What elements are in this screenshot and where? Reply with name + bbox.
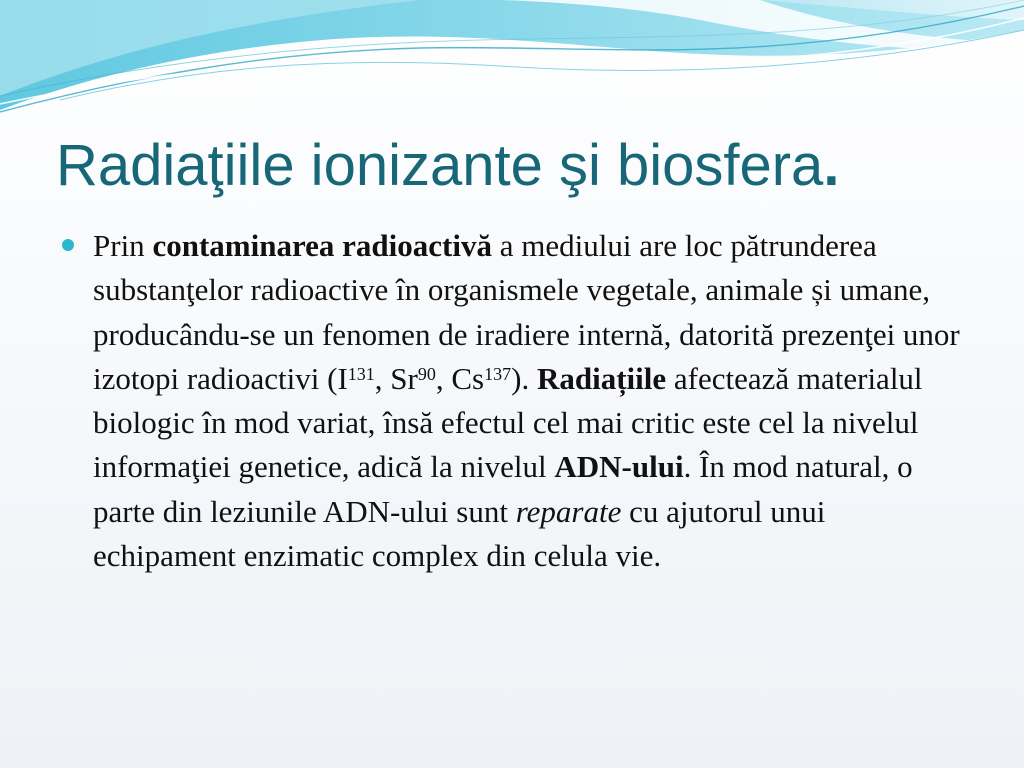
slide-content [62, 224, 962, 578]
title-period: . [823, 133, 840, 198]
text-run: cu ajutorul unui echipament enzimatic complex din celula vie. [93, 493, 826, 574]
text-run: ). [511, 360, 537, 396]
bullet-paragraph [62, 224, 962, 578]
text-run: . În mod natural, o parte din leziunile ADN-ului sunt [93, 449, 913, 529]
bullet-dot-icon [62, 239, 74, 251]
text-run: afectează materialul biologic în mod variat, însă efectul cel mai critic este cel la nivelul informaţiei genetice, adică la nivelul [93, 360, 923, 485]
isotope-superscript-cesium: 137 [484, 363, 512, 384]
text-run: , Sr [374, 360, 418, 396]
text-run: a mediului are loc pătrunderea substanţelor radioactive în organismele vegetale, animale și umane, producându-se un fenomen de iradiere internă, datorită prezenţei unor izotopi radioactivi (I [93, 228, 960, 396]
bold-term-adn: ADN-ului [554, 449, 684, 485]
wave-header-decoration [0, 0, 1024, 120]
italic-term-reparate: reparate [515, 493, 622, 529]
bold-term-contaminare: contaminarea radioactivă [152, 228, 492, 263]
isotope-superscript-strontium: 90 [417, 363, 436, 384]
slide-title [56, 128, 839, 204]
isotope-superscript-iodine: 131 [347, 363, 375, 384]
text-run: , Cs [435, 360, 485, 396]
bold-term-radiatiile: Radiațiile [536, 360, 667, 396]
text-run: Prin [93, 228, 153, 263]
title-text: Radiaţiile ionizante şi biosfera [56, 133, 824, 198]
